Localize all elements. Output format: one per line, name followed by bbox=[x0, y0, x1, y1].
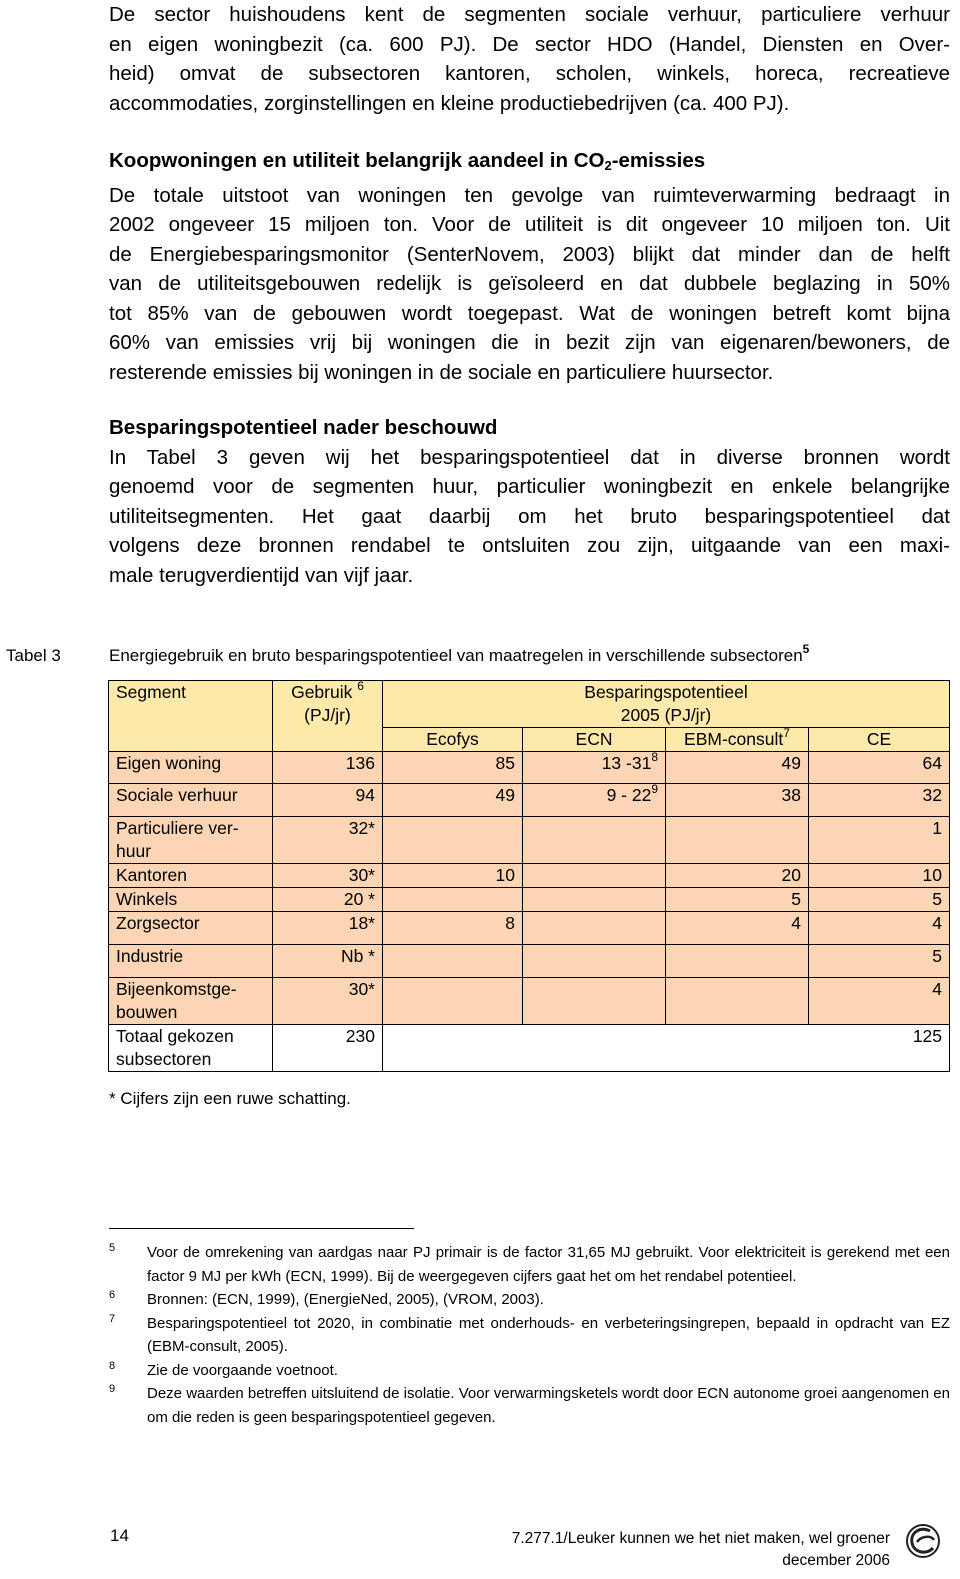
cell-segment: Zorgsector bbox=[109, 911, 273, 944]
report-date: december 2006 bbox=[782, 1552, 890, 1569]
cell-gebruik: 18* bbox=[273, 911, 383, 944]
table-row bbox=[109, 751, 950, 783]
report-title: 7.277.1/Leuker kunnen we het niet maken, wel groener bbox=[511, 1530, 890, 1547]
cell-gebruik: 32* bbox=[273, 816, 383, 863]
table-row bbox=[109, 863, 950, 887]
header-empty bbox=[273, 727, 383, 751]
cell-segment: Particuliere ver- huur bbox=[109, 816, 273, 863]
footnote-number: 5 bbox=[109, 1242, 116, 1254]
table-header-row bbox=[109, 681, 950, 728]
intro-paragraph bbox=[109, 0, 950, 118]
footnotes bbox=[109, 1241, 950, 1429]
cell-empty bbox=[523, 1024, 666, 1071]
cell-ecn bbox=[523, 816, 666, 863]
cell-ce: 32 bbox=[809, 783, 950, 816]
table-caption: Energiegebruik en bruto besparingspotentieel van maatregelen in verschillende subsectoren$^5$ bbox=[109, 642, 810, 665]
cell-empty bbox=[383, 1024, 523, 1071]
footer-title bbox=[512, 1528, 890, 1572]
text-line: en eigen woningbezit (ca. 600 PJ). De sector HDO (Handel, Diensten en Over- bbox=[109, 32, 950, 56]
cell-ce: 4 bbox=[809, 977, 950, 1024]
cell-gebruik: 20 * bbox=[273, 887, 383, 911]
table-row bbox=[109, 944, 950, 977]
table-row bbox=[109, 783, 950, 816]
footnote-text: Besparingspotentieel tot 2020, in combinatie met onderhouds- en verbeteringsingrepen, bepaald in opdracht van EZ (EBM-consult, 2005). bbox=[147, 1314, 950, 1355]
header-empty bbox=[109, 727, 273, 751]
footnote-text: Bronnen: (ECN, 1999), (EnergieNed, 2005), (VROM, 2003). bbox=[147, 1291, 544, 1308]
text-line: male terugverdientijd van vijf jaar. bbox=[109, 563, 414, 587]
footnote bbox=[109, 1359, 950, 1383]
text-line: 2002 ongeveer 15 miljoen ton. Voor de utiliteit is dit ongeveer 10 miljoen ton. Uit bbox=[109, 213, 950, 236]
cell-gebruik: 30* bbox=[273, 977, 383, 1024]
text-line: resterende emissies bij woningen in de sociale en particuliere huursector. bbox=[109, 360, 774, 384]
text-line: utiliteitsegmenten. Het gaat daarbij om het bruto besparingspotentieel dat bbox=[109, 504, 950, 528]
cell-ecofys bbox=[383, 816, 523, 863]
footnote bbox=[109, 1382, 950, 1429]
cell-gebruik: 30* bbox=[273, 863, 383, 887]
ce-logo-icon bbox=[903, 1520, 943, 1560]
cell-segment: Winkels bbox=[109, 887, 273, 911]
section-heading: Koopwoningen en utiliteit belangrijk aandeel in $CO_2$-emissies bbox=[109, 149, 706, 173]
cell-gebruik: 136 bbox=[273, 751, 383, 783]
text-line: De sector huishoudens kent de segmenten sociale verhuur, particuliere verhuur bbox=[109, 3, 950, 26]
cell-ebm bbox=[666, 816, 809, 863]
footnote bbox=[109, 1241, 950, 1288]
cell-segment: Industrie bbox=[109, 944, 273, 977]
cell-ecofys bbox=[383, 944, 523, 977]
text-line: volgens deze bronnen rendabel te ontsluiten zou zijn, uitgaande van een maxi- bbox=[109, 534, 950, 557]
cell-ebm bbox=[666, 977, 809, 1024]
header-gebruik: Gebruik $^6$ (PJ/jr) bbox=[273, 681, 383, 728]
footnote-text: Deze waarden betreffen uitsluitend de isolatie. Voor verwarmingsketels wordt door ECN autonome groei aangenomen en om die reden is geen besparingspotentieel gegeven. bbox=[147, 1385, 950, 1426]
cell-gebruik: 94 bbox=[273, 783, 383, 816]
savings-table bbox=[108, 680, 950, 1072]
cell-ecn bbox=[523, 944, 666, 977]
cell-ecn bbox=[523, 911, 666, 944]
cell-ecofys: 85 bbox=[383, 751, 523, 783]
cell-ebm: 20 bbox=[666, 863, 809, 887]
text-line: van de utiliteitsgebouwen redelijk is geïsoleerd en dat dubbele beglazing in 50% bbox=[109, 272, 950, 295]
footnote-number: 6 bbox=[109, 1289, 116, 1301]
text-line: accommodaties, zorginstellingen en kleine productiebedrijven (ca. 400 PJ). bbox=[109, 91, 790, 115]
footnote bbox=[109, 1312, 950, 1359]
footnote-text: Zie de voorgaande voetnoot. bbox=[147, 1361, 338, 1379]
text-line: genoemd voor de segmenten huur, particulier woningbezit en enkele belangrijke bbox=[109, 475, 950, 498]
footnote-number: 9 bbox=[109, 1383, 116, 1395]
cell-ce: 4 bbox=[809, 911, 950, 944]
header-besparing: Besparingspotentieel 2005 (PJ/jr) bbox=[383, 681, 950, 728]
cell-ce: 1 bbox=[809, 816, 950, 863]
header-segment: Segment bbox=[109, 681, 273, 728]
footnote-number: 8 bbox=[109, 1359, 116, 1372]
section-savings-potential bbox=[109, 413, 950, 590]
cell-ce: 5 bbox=[809, 887, 950, 911]
cell-ebm: 4 bbox=[666, 911, 809, 944]
text-line: De totale uitstoot van woningen ten gevolge van ruimteverwarming bedraagt in bbox=[109, 183, 950, 207]
footnote-text: Voor de omrekening van aardgas naar PJ primair is de factor 31,65 MJ gebruikt. Voor elektriciteit is gerekend met een factor 9 MJ per kWh (ECN, 1999). Bij de weergegeven cijfers gaat het om het rendabel potentieel. bbox=[147, 1244, 950, 1285]
table-row bbox=[109, 911, 950, 944]
footnote bbox=[109, 1288, 950, 1312]
cell-gebruik: 230 bbox=[273, 1024, 383, 1071]
text-line: 60% van emissies vrij bij woningen die in bezit zijn van eigenaren/bewoners, de bbox=[109, 331, 950, 354]
cell-ecn: 13 $-31^8$ bbox=[523, 751, 666, 783]
header-ecofys: Ecofys bbox=[383, 727, 523, 751]
header-ebm: EBM-consult$^7$ bbox=[666, 727, 809, 751]
cell-ecn bbox=[523, 887, 666, 911]
table-label: Tabel 3 bbox=[6, 646, 61, 665]
cell-gebruik: Nb * bbox=[273, 944, 383, 977]
cell-segment: Eigen woning bbox=[109, 751, 273, 783]
table-note: * Cijfers zijn een ruwe schatting. bbox=[109, 1089, 351, 1108]
cell-ecofys: 8 bbox=[383, 911, 523, 944]
cell-ecofys bbox=[383, 977, 523, 1024]
text-line: heid) omvat de subsectoren kantoren, scholen, winkels, horeca, recreatieve bbox=[109, 62, 950, 85]
cell-ecofys bbox=[383, 887, 523, 911]
footnote-divider bbox=[109, 1228, 414, 1229]
cell-ebm: 5 bbox=[666, 887, 809, 911]
cell-ecn bbox=[523, 863, 666, 887]
cell-ebm bbox=[666, 944, 809, 977]
section-co2-emissions bbox=[109, 146, 950, 387]
cell-ce: 125 bbox=[809, 1024, 950, 1071]
cell-ecn: $9 - 22^9$ bbox=[523, 783, 666, 816]
cell-empty bbox=[666, 1024, 809, 1071]
cell-segment: Kantoren bbox=[109, 863, 273, 887]
cell-segment: Totaal gekozen subsectoren bbox=[109, 1024, 273, 1071]
table-subheader-row bbox=[109, 727, 950, 751]
table-row bbox=[109, 977, 950, 1024]
cell-ce: 64 bbox=[809, 751, 950, 783]
table-total-row bbox=[109, 1024, 950, 1071]
cell-ecofys: 10 bbox=[383, 863, 523, 887]
cell-ebm: 49 bbox=[666, 751, 809, 783]
header-ecn: ECN bbox=[523, 727, 666, 751]
page-number: 14 bbox=[110, 1526, 129, 1545]
text-line: tot 85% van de gebouwen wordt toegepast. Wat de woningen betreft komt bijna bbox=[109, 301, 950, 325]
text-line: de Energiebesparingsmonitor (SenterNovem, 2003) blijkt dat minder dan de helft bbox=[109, 242, 950, 266]
cell-ecn bbox=[523, 977, 666, 1024]
cell-ecofys: 49 bbox=[383, 783, 523, 816]
cell-segment: Bijeenkomstge- bouwen bbox=[109, 977, 273, 1024]
text-line: In Tabel 3 geven wij het besparingspotentieel dat in diverse bronnen wordt bbox=[109, 445, 950, 469]
cell-ce: 5 bbox=[809, 944, 950, 977]
cell-segment: Sociale verhuur bbox=[109, 783, 273, 816]
header-ce: CE bbox=[809, 727, 950, 751]
section-heading: Besparingspotentieel nader beschouwd bbox=[109, 416, 498, 439]
table-row bbox=[109, 887, 950, 911]
footnote-number: 7 bbox=[109, 1312, 116, 1325]
cell-ebm: 38 bbox=[666, 783, 809, 816]
table-row bbox=[109, 816, 950, 863]
cell-ce: 10 bbox=[809, 863, 950, 887]
